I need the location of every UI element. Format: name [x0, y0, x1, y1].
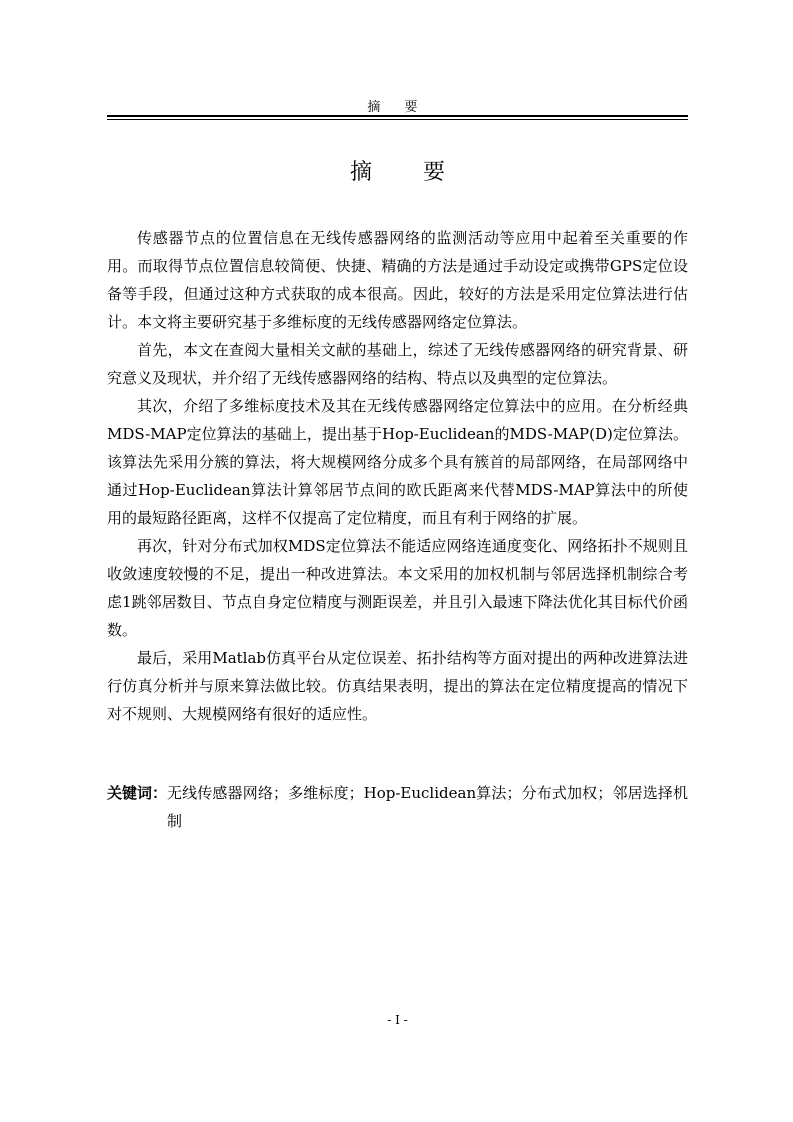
keywords-block	[107, 779, 688, 835]
keywords-text: 无线传感器网络；多维标度；Hop-Euclidean算法；分布式加权；邻居选择机制	[167, 784, 688, 830]
header-rule-thin	[107, 119, 688, 120]
page-number: - I -	[387, 1013, 408, 1027]
abstract-paragraph-1: 传感器节点的位置信息在无线传感器网络的监测活动等应用中起着至关重要的作用。而取得节点位置信息较简便、快捷、精确的方法是通过手动设定或携带GPS定位设备等手段，但通过这种方式获取的成本很高。因此，较好的方法是采用定位算法进行估计。本文将主要研究基于多维标度的无线传感器网络定位算法。	[107, 229, 688, 331]
header-rule-thick	[107, 115, 688, 117]
running-header: 摘 要	[367, 100, 428, 115]
page-title: 摘 要	[350, 160, 467, 185]
abstract-paragraph-3: 其次，介绍了多维标度技术及其在无线传感器网络定位算法中的应用。在分析经典MDS-MAP定位算法的基础上，提出基于Hop-Euclidean的MDS-MAP(D)定位算法。该算法先采用分簇的算法，将大规模网络分成多个具有簇首的局部网络，在局部网络中通过Hop-Euclidean算法计算邻居节点间的欧氏距离来代替MDS-MAP算法中的所使用的最短路径距离，这样不仅提高了定位精度，而且有利于网络的扩展。	[107, 397, 688, 527]
abstract-paragraph-2: 首先，本文在查阅大量相关文献的基础上，综述了无线传感器网络的研究背景、研究意义及现状，并介绍了无线传感器网络的结构、特点以及典型的定位算法。	[107, 341, 688, 387]
abstract-paragraph-5: 最后，采用Matlab仿真平台从定位误差、拓扑结构等方面对提出的两种改进算法进行仿真分析并与原来算法做比较。仿真结果表明，提出的算法在定位精度提高的情况下对不规则、大规模网络有很好的适应性。	[107, 649, 688, 723]
keywords-label: 关键词：	[107, 784, 168, 802]
abstract-paragraph-4: 再次，针对分布式加权MDS定位算法不能适应网络连通度变化、网络拓扑不规则且收敛速度较慢的不足，提出一种改进算法。本文采用的加权机制与邻居选择机制综合考虑1跳邻居数目、节点自身定位精度与测距误差，并且引入最速下降法优化其目标代价函数。	[107, 537, 688, 639]
abstract-body	[107, 224, 688, 728]
